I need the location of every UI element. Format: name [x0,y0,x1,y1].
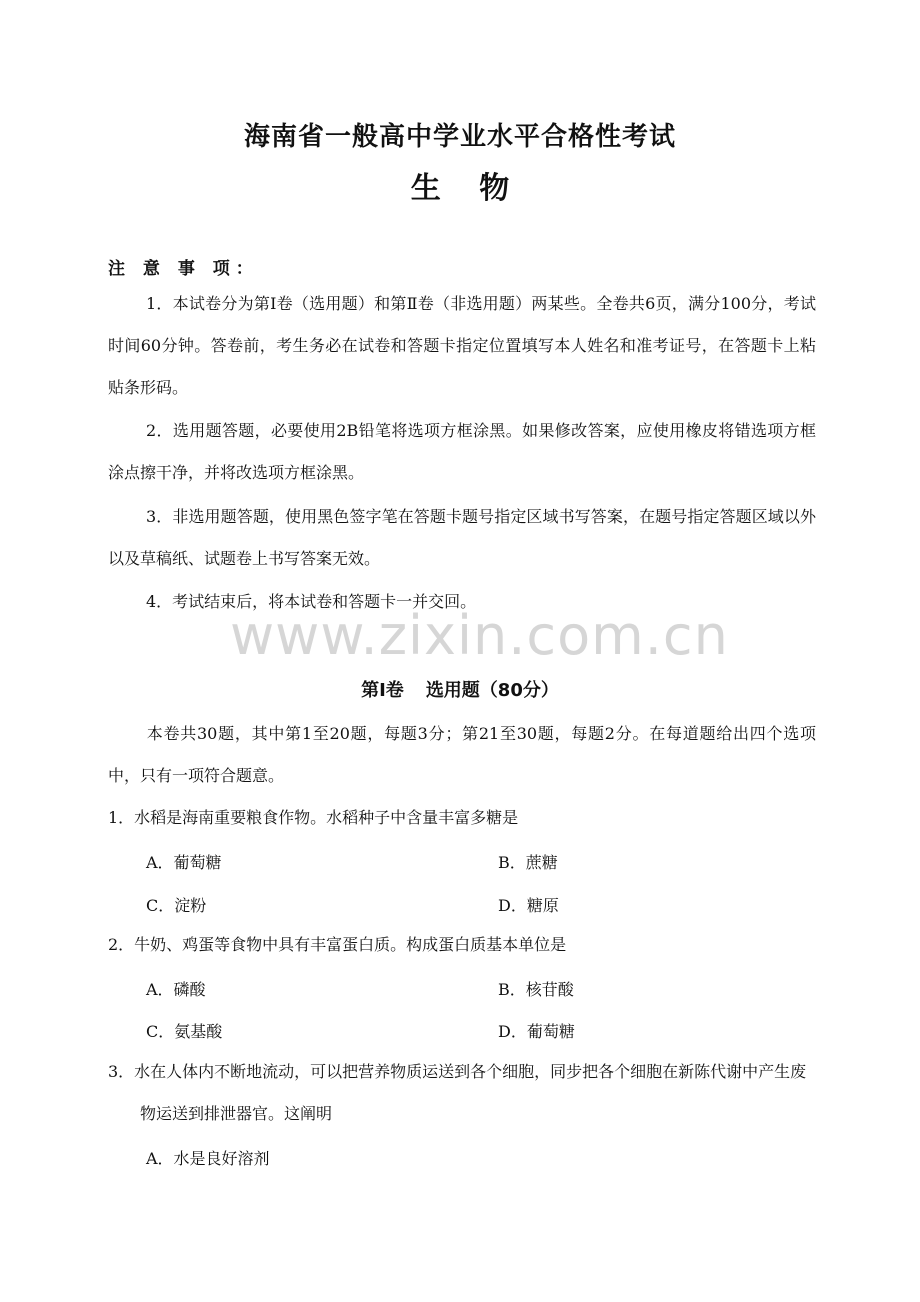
question-1-option-a: A．葡萄糖 [146,853,222,872]
notice-text: 1．本试卷分为第Ⅰ卷（选用题）和第Ⅱ卷（非选用题）两某些。全卷共6页，满分100分，考试时间60分钟。答卷前，考生务必在试卷和答题卡指定位置填写本人姓名和准考证号，在答题卡上粘贴条形码。 [108,294,816,397]
notice-text: 4．考试结束后，将本试卷和答题卡一并交回。 [146,592,477,611]
question-3-stem-text: 3．水在人体内不断地流动，可以把营养物质运送到各个细胞，同步把各个细胞在新陈代谢中产生废物运送到排泄器官。这阐明 [108,1062,807,1123]
question-3-option-a: A．水是良好溶剂 [146,1149,270,1168]
question-1-option-b: B．蔗糖 [498,853,558,872]
notice-item-4 [108,581,816,623]
question-3-stem [108,1051,820,1135]
question-1-option-d: D．糖原 [498,896,559,915]
notice-text: 2．选用题答题，必要使用2B铅笔将选项方框涂黑。如果修改答案，应使用橡皮将错选项方框涂点擦干净，并将改选项方框涂黑。 [108,421,816,482]
exam-subject: 生 物 [410,171,524,206]
question-1-option-c: C．淀粉 [146,896,207,915]
notice-item-2 [108,410,816,494]
notice-heading: 注 意 事 项： [108,259,259,279]
notice-item-3 [108,496,816,580]
section-intro-text: 本卷共30题，其中第1至20题，每题3分；第21至30题，每题2分。在每道题给出四个选项中，只有一项符合题意。 [108,724,816,785]
notice-text: 3．非选用题答题，使用黑色签字笔在答题卡题号指定区域书写答案，在题号指定答题区域以外以及草稿纸、试题卷上书写答案无效。 [108,507,816,568]
section-part: 第Ⅰ卷 [361,680,404,701]
exam-title: 海南省一般高中学业水平合格性考试 [243,122,676,152]
question-1-stem: 1．水稻是海南重要粮食作物。水稻种子中含量丰富多糖是 [108,808,519,827]
section-name: 选用题（80分） [425,680,559,701]
watermark-text: www.zixin.com.cn [230,604,729,667]
question-2-option-c: C．氨基酸 [146,1022,223,1041]
notice-item-1 [108,283,816,409]
question-2-option-d: D．葡萄糖 [498,1022,575,1041]
question-2-stem: 2．牛奶、鸡蛋等食物中具有丰富蛋白质。构成蛋白质基本单位是 [108,935,567,954]
question-2-option-a: A．磷酸 [146,980,206,999]
question-2-option-b: B．核苷酸 [498,980,574,999]
section-title [0,676,920,702]
section-intro [108,713,816,797]
